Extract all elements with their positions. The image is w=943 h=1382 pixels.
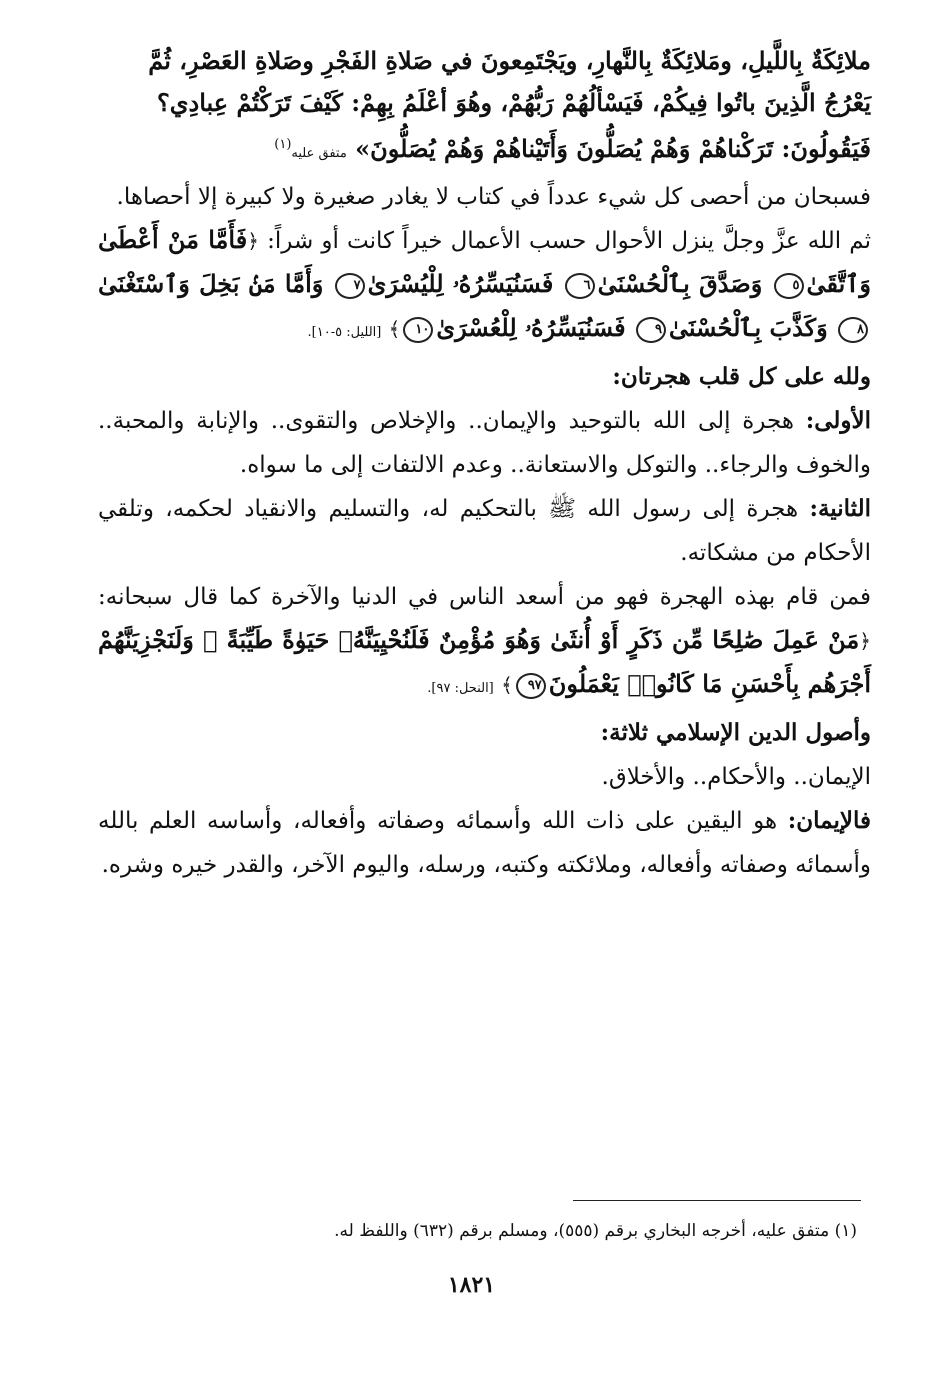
iman-label: فالإيمان: xyxy=(787,807,871,834)
verse-number-8: ٨ xyxy=(838,317,868,343)
hadith-line-2: يَعْرُجُ الَّذِينَ باتُوا فِيكُمْ، فَيَسْألُهُمْ رَبُّهُمْ، وهُوَ أعْلَمُ بِهِمْ: كَيْفَ تَرَكْتُمْ عِبادِي؟ xyxy=(157,88,871,117)
verse-number-9: ٩ xyxy=(636,317,666,343)
hijra-second-text: هجرة إلى رسول الله ﷺ بالتحكيم له، والتسليم والانقياد لحكمه، وتلقي الأحكام من مشكاته. xyxy=(98,496,871,566)
iman-paragraph xyxy=(98,799,871,887)
verse-6-text: وَصَدَّقَ بِٱلْحُسْنَىٰ xyxy=(597,269,763,298)
verse-number-7: ٧ xyxy=(335,273,365,299)
usul-list: الإيمان.. والأحكام.. والأخلاق. xyxy=(601,764,871,790)
layl-reference: [الليل: ٥-١٠]. xyxy=(307,325,382,340)
footnote-marker: (١) xyxy=(274,137,292,152)
hijra-first xyxy=(98,399,871,487)
nahl-reference: [النحل: ٩٧]. xyxy=(427,681,494,696)
page-number: ١٨٢١ xyxy=(447,1272,496,1298)
hijra-first-text: هجرة إلى الله بالتوحيد والإيمان.. والإخلاص والتقوى.. والإنابة والمحبة.. والخوف والرجاء.. والتوكل والاستعانة.. وعدم الالتفات إلى ما سواه. xyxy=(98,408,871,478)
main-text xyxy=(98,40,871,887)
hijra-second-label: الثانية: xyxy=(809,495,871,522)
verse-5-text: فَأَمَّا مَنْ أَعْطَىٰ وَٱتَّقَىٰ xyxy=(98,225,872,298)
verse-number-97: ٩٧ xyxy=(516,673,546,699)
nahl-verse-text: مَنْ عَمِلَ صَٰلِحًا مِّن ذَكَرٍ أَوْ أُنثَىٰ وَهُوَ مُؤْمِنٌ فَلَنُحْيِيَنَّهُۥ حَيَوٰةً طَيِّبَةً ۖ وَلَنَجْزِيَنَّهُمْ أَجْرَهُم بِأَحْسَنِ مَا كَانُوا۟ يَعْمَلُونَ xyxy=(98,625,871,698)
footnote-divider xyxy=(573,1200,861,1201)
nahl-close-bracket: ﴾ xyxy=(501,673,513,697)
verse-close-bracket: ﴾ xyxy=(388,317,401,341)
paragraph-nahl xyxy=(98,575,871,711)
verse-number-5: ٥ xyxy=(774,273,804,299)
verse-number-6: ٦ xyxy=(565,273,595,299)
verse-9-text: وَكَذَّبَ بِٱلْحُسْنَىٰ xyxy=(668,313,828,342)
nahl-open-bracket: ﴿ xyxy=(859,629,871,653)
paragraph-ihsa: فسبحان من أحصى كل شيء عدداً في كتاب لا يغادر صغيرة ولا كبيرة إلا أحصاها. xyxy=(116,184,871,210)
hijra-heading: ولله على كل قلب هجرتان: xyxy=(612,363,871,390)
verse-10-text: فَسَنُيَسِّرُهُۥ لِلْعُسْرَىٰ xyxy=(436,313,626,342)
hadith-line-1: ملائِكَةٌ بِاللَّيلِ، ومَلائِكَةٌ بِالنَّهارِ، ويَجْتَمِعونَ في صَلاةِ الفَجْرِ وصَلاةِ العَصْرِ، ثُمَّ xyxy=(148,46,871,75)
paragraph-layl xyxy=(98,219,871,355)
verse-7-text: فَسَنُيَسِّرُهُۥ لِلْيُسْرَىٰ xyxy=(367,269,554,298)
verse-number-10: ١٠ xyxy=(403,317,433,343)
verse-open-bracket: ﴿ xyxy=(247,229,259,253)
hadith-reference: متفق عليه xyxy=(291,146,347,161)
hijra-second xyxy=(98,487,871,575)
footnote: (١) متفق عليه، أخرجه البخاري برقم (٥٥٥)، ومسلم برقم (٦٣٢) واللفظ له. xyxy=(334,1221,857,1241)
verse-8-text: وَأَمَّا مَنۢ بَخِلَ وَٱسْتَغْنَىٰ xyxy=(98,269,324,298)
iman-text: هو اليقين على ذات الله وأسمائه وصفاته وأفعاله، وأساسه العلم بالله وأسمائه وصفاته وأفعاله، وملائكته وكتبه، ورسله، واليوم الآخر، والقدر خيره وشره. xyxy=(98,808,871,878)
hijra-first-label: الأولى: xyxy=(805,407,872,434)
hadith-line-3-text: فَيَقُولُونَ: تَرَكْناهُمْ وَهُمْ يُصَلُّونَ وَأَتَيْناهُمْ وَهُمْ يُصَلُّونَ» xyxy=(355,134,871,163)
hadith-line-3 xyxy=(98,124,871,175)
layl-intro: ثم الله عزَّ وجلَّ ينزل الأحوال حسب الأعمال خيراً كانت أو شراً: xyxy=(267,228,872,254)
nahl-intro: فمن قام بهذه الهجرة فهو من أسعد الناس في الدنيا والآخرة كما قال سبحانه: xyxy=(98,584,871,610)
usul-heading: وأصول الدين الإسلامي ثلاثة: xyxy=(600,719,871,746)
